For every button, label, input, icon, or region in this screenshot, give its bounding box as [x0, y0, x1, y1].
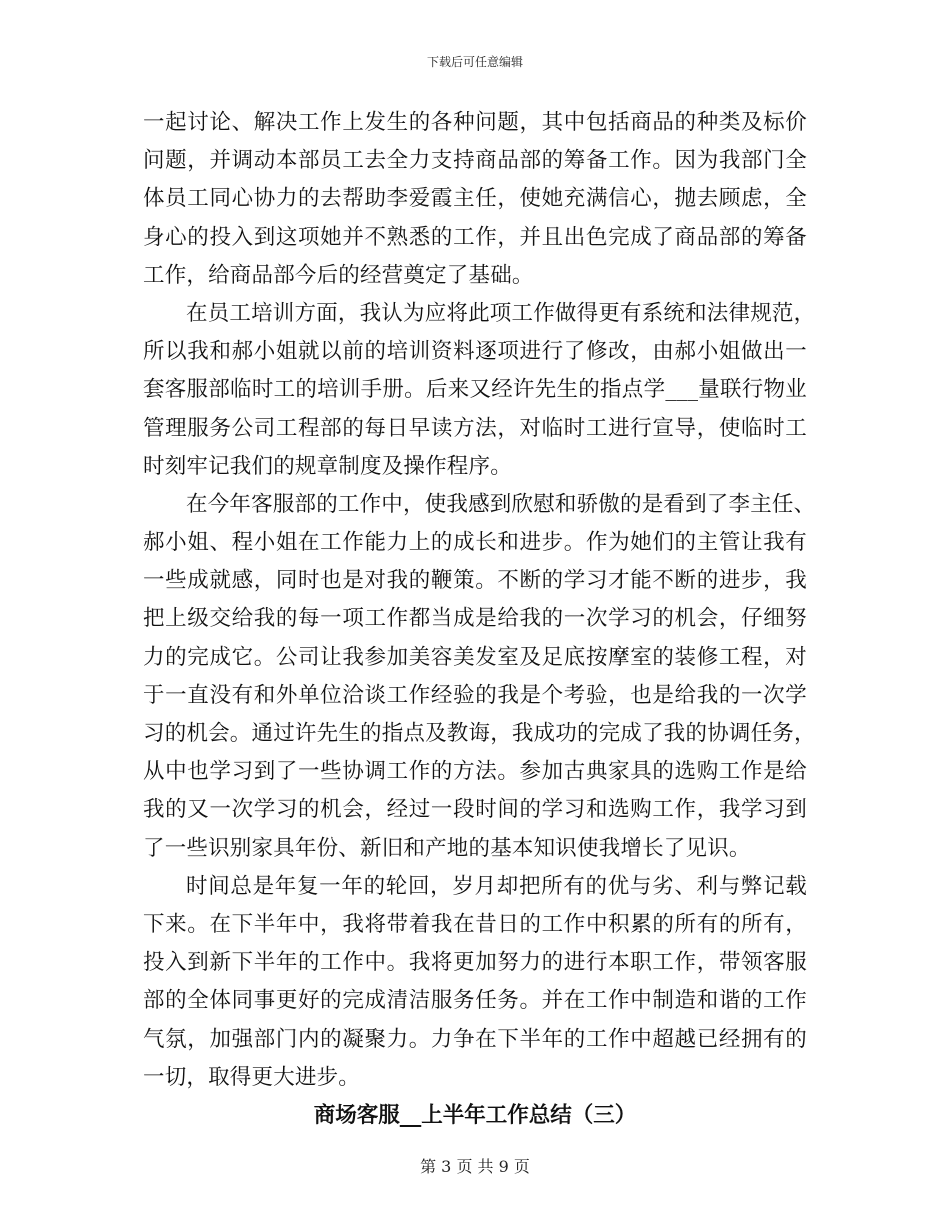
- text-line: 时间总是年复一年的轮回，岁月却把所有的优与劣、利与弊记载: [186, 873, 807, 899]
- section-title: 商场客服__上半年工作总结（三）: [313, 1102, 637, 1128]
- text-line: 身心的投入到这项她并不熟悉的工作，并且出色完成了商品部的筹备: [143, 224, 807, 250]
- text-line: 体员工同心协力的去帮助李爱霞主任，使她充满信心，抛去顾虑，全: [143, 186, 807, 212]
- text-line: 所以我和郝小姐就以前的培训资料逐项进行了修改，由郝小姐做出一: [143, 339, 807, 365]
- text-line: 从中也学习到了一些协调工作的方法。参加古典家具的选购工作是给: [143, 759, 807, 785]
- text-line: 一起讨论、解决工作上发生的各种问题，其中包括商品的种类及标价: [143, 110, 807, 135]
- text-line: 了一些识别家具年份、新旧和产地的基本知识使我增长了见识。: [143, 835, 751, 861]
- text-line: 在员工培训方面，我认为应将此项工作做得更有系统和法律规范，: [186, 300, 816, 326]
- text-line: 套客服部临时工的培训手册。后来又经许先生的指点学___量联行物业: [143, 377, 807, 403]
- text-line: 工作，给商品部今后的经营奠定了基础。: [143, 262, 534, 288]
- paragraph-lines: [143, 104, 816, 1097]
- text-line: 一些成就感，同时也是对我的鞭策。不断的学习才能不断的进步，我: [143, 568, 807, 594]
- text-line: 郝小姐、程小姐在工作能力上的成长和进步。作为她们的主管让我有: [143, 530, 807, 556]
- text-line: 问题，并调动本部员工去全力支持商品部的筹备工作。因为我部门全: [143, 148, 807, 174]
- text-line: 时刻牢记我们的规章制度及操作程序。: [143, 453, 512, 479]
- text-line: 在今年客服部的工作中，使我感到欣慰和骄傲的是看到了李主任、: [186, 491, 816, 517]
- text-line: 部的全体同事更好的完成清洁服务任务。并在工作中制造和谐的工作: [143, 988, 807, 1014]
- text-line: 管理服务公司工程部的每日早读方法，对临时工进行宣导，使临时工: [143, 415, 807, 441]
- text-line: 我的又一次学习的机会，经过一段时间的学习和选购工作，我学习到: [143, 797, 807, 823]
- text-line: 力的完成它。公司让我参加美容美发室及足底按摩室的装修工程，对: [143, 644, 807, 670]
- text-line: 习的机会。通过许先生的指点及教诲，我成功的完成了我的协调任务，: [143, 721, 816, 746]
- text-line: 于一直没有和外单位洽谈工作经验的我是个考验，也是给我的一次学: [143, 682, 807, 708]
- page-header: 下载后可任意编辑: [426, 55, 523, 69]
- document-body: [143, 104, 816, 1135]
- text-line: 投入到新下半年的工作中。我将更加努力的进行本职工作，带领客服: [143, 950, 807, 976]
- page-footer: 第 3 页 共 9 页: [420, 1157, 530, 1176]
- text-line: 把上级交给我的每一项工作都当成是给我的一次学习的机会，仔细努: [143, 606, 807, 632]
- text-line: 下来。在下半年中，我将带着我在昔日的工作中积累的所有的所有，: [143, 911, 807, 937]
- text-line: 一切，取得更大进步。: [143, 1064, 361, 1090]
- text-line: 气氛，加强部门内的凝聚力。力争在下半年的工作中超越已经拥有的: [143, 1026, 807, 1052]
